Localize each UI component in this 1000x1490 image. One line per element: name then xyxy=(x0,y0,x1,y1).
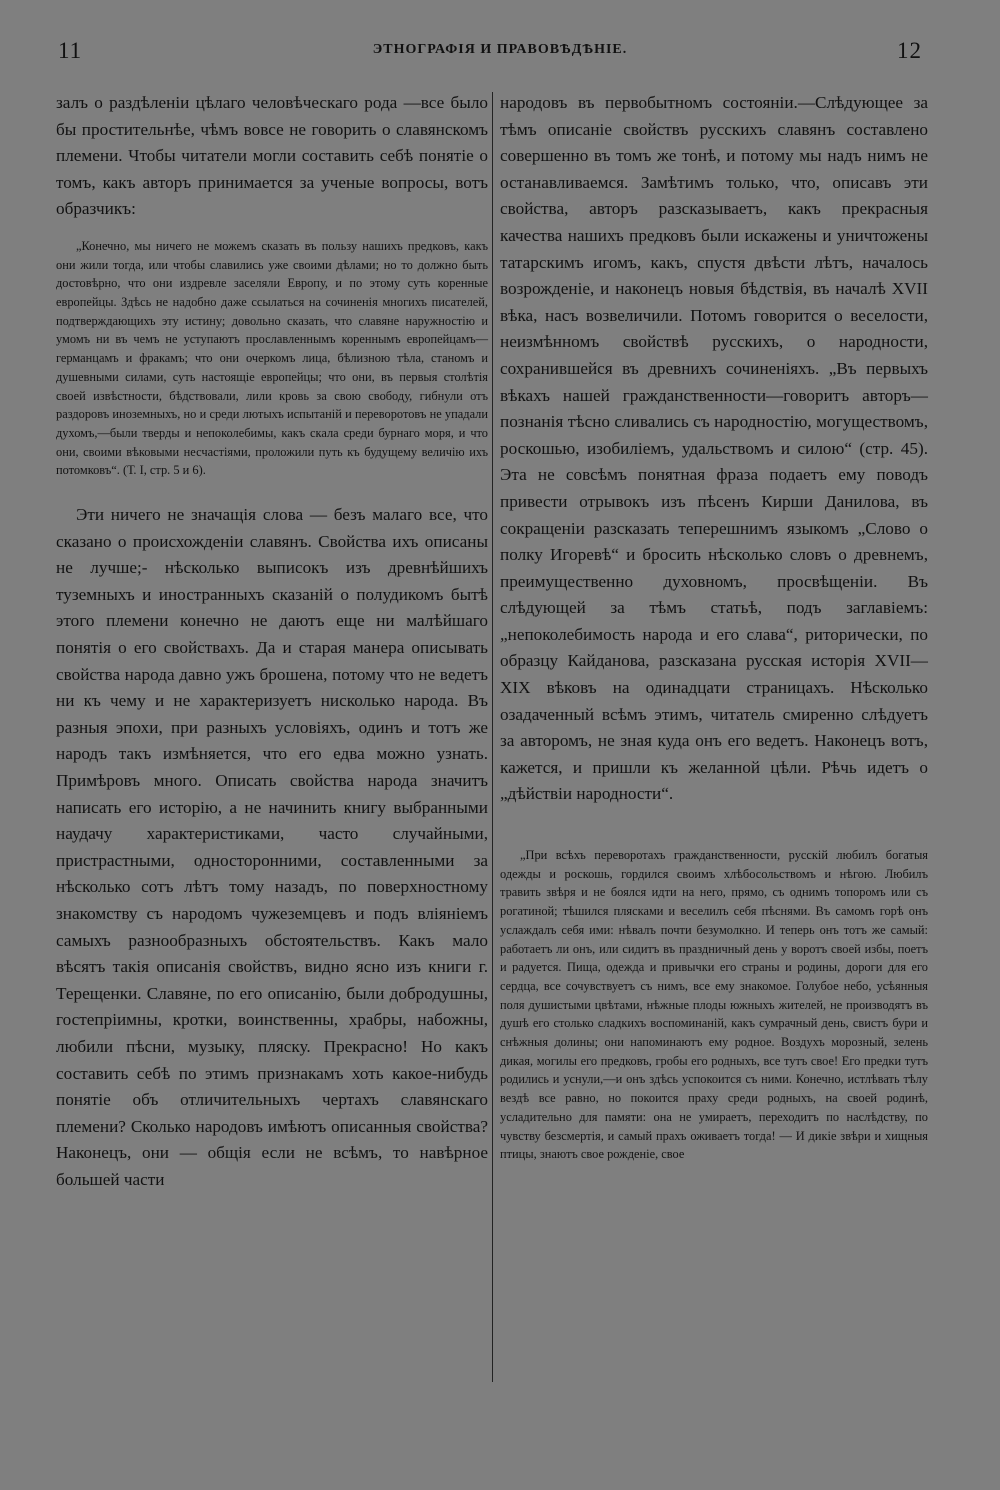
left-paragraph-2: Эти ничего не значащія слова — безъ малаго все, что сказано о происхожденіи славянъ. Свойства ихъ описаны не лучше;- нѣсколько выписокъ изъ древнѣйшихъ туземныхъ и иностранныхъ сказаній о полудикомъ бытѣ этого племени конечно не даютъ еще ни малѣйшаго понятія о его свойствахъ. Да и старая манера описывать свойства народа давно ужъ брошена, потому что не ведетъ ни къ чему и не характеризуетъ нисколько народа. Въ разныя эпохи, при разныхъ условіяхъ, одинъ и тотъ же народъ такъ измѣняется, что его едва можно узнать. Примѣровъ много. Описать свойства народа значитъ написать его исторію, а не начинить книгу выбранными наудачу характеристиками, часто случайными, пристрастными, односторонними, составленными за нѣсколько сотъ лѣтъ тому назадъ, по поверхностному знакомству съ народомъ чужеземцевъ и подъ вліяніемъ самыхъ разнообразныхъ обстоятельствъ. Какъ мало вѣсятъ такія описанія свойствъ, видно ясно изъ книги г. Терещенки. Славяне, по его описанію, были добродушны, гостепріимны, кротки, воинственны, храбры, набожны, любили пѣсни, музыку, пляску. Прекрасно! Но какъ составить себѣ по этимъ признакамъ хоть какое-нибудь понятіе объ отличительныхъ чертахъ славянскаго племени? Сколько народовъ имѣютъ описанныя свойства? Наконецъ, они — общія если не всѣмъ, то навѣрное большей части xyxy=(56,505,488,1189)
left-paragraph-1: залъ о раздѣленіи цѣлаго человѣческаго рода —все было бы простительнѣе, чѣмъ вовсе не говорить о славянскомъ племени. Чтобы читатели могли составить себѣ понятіе о томъ, какъ авторъ принимается за ученые вопросы, вотъ образчикъ: xyxy=(56,93,488,219)
page-header xyxy=(0,38,1000,68)
right-column xyxy=(500,90,928,1164)
right-quotation: „При всѣхъ переворотахъ гражданственности, русскій любилъ богатыя одежды и роскошь, гордился своимъ хлѣбосольствомъ и нѣгою. Любилъ травить звѣря и не боялся идти на него, прямо, съ однимъ топоромъ или съ рогатиной; тѣшился плясками и веселилъ себя пѣснями. Въ самомъ горѣ онъ услаждалъ себя ими: нѣвалъ почти безумолкно. И теперь онъ тотъ же самый: работаетъ ли онъ, или сидитъ въ праздничный день у воротъ своей избы, поетъ и радуется. Пища, одежда и привычки его страны и родины, дороги для его сердца, все сочувствуетъ съ нимъ, все ему знакомое. Голубое небо, усѣянныя поля душистыми цвѣтами, нѣжные плоды южныхъ жителей, не производятъ въ душѣ его столько сладкихъ воспоминаній, какъ сумрачный день, свистъ бури и снѣжныя долины; они напоминаютъ ему родное. Воздухъ морозный, зелень дикая, могилы его предковъ, гробы его родныхъ, все тутъ свое! Его предки тутъ родились и уснули,—и онъ здѣсь успокоится съ ними. Конечно, истлѣвать тѣлу вездѣ все равно, но покоится праху среди родныхъ, на своей родинѣ, усладительно для памяти: она не умираетъ, переходитъ по наслѣдству, по чувству безсмертія, и самый прахъ оживаетъ тогда! — И дикіе звѣри и хищныя птицы, знаютъ свое рожденіе, свое xyxy=(500,848,928,1162)
page-number-left: 11 xyxy=(58,38,83,63)
page-number-right: 12 xyxy=(897,38,922,63)
column-divider xyxy=(492,92,493,1382)
right-paragraph-1: народовъ въ первобытномъ состояніи.—Слѣдующее за тѣмъ описаніе свойствъ русскихъ славянъ составлено совершенно въ томъ же тонѣ, и потому мы надъ нимъ не останавливаемся. Замѣтимъ только, что, описавъ эти свойства, авторъ разсказываетъ, какъ прекрасныя качества нашихъ предковъ были искажены и уничтожены татарскимъ игомъ, какъ, спустя двѣсти лѣтъ, началось возрожденіе, и наконецъ новыя бѣдствія, въ началѣ XVII вѣка, насъ возвеличили. Потомъ говорится о веселости, неизмѣнномъ свойствѣ русскихъ, о народности, сохранившейся въ древнихъ сочиненіяхъ. „Въ первыхъ вѣкахъ нашей гражданственности—говоритъ авторъ—познанія тѣсно сливались съ народностію, могуществомъ, роскошью, изобиліемъ, удальствомъ и силою“ (стр. 45). Эта не совсѣмъ понятная фраза подаетъ ему поводъ привести отрывокъ изъ пѣсенъ Кирши Данилова, въ сокращеніи разсказать теперешнимъ языкомъ „Слово о полку Игоревѣ“ и бросить нѣсколько словъ о древнемъ, преимущественно духовномъ, просвѣщеніи. Въ слѣдующей за тѣмъ статьѣ, подъ заглавіемъ: „непоколебимость народа и его слава“, риторически, по образцу Кайданова, разсказана русская исторія XVII—XIX вѣковъ на одинадцати страницахъ. Нѣсколько озадаченный всѣмъ этимъ, читатель смиренно слѣдуетъ за авторомъ, не зная куда онъ его ведетъ. Наконецъ вотъ, кажется, и пришли къ желанной цѣли. Рѣчь идетъ о „дѣйствіи народности“. xyxy=(500,93,928,804)
left-quotation: „Конечно, мы ничего не можемъ сказать въ пользу нашихъ предковъ, какъ они жили тогда, или чтобы славились уже своими дѣлами; но то должно быть достовѣрно, что они издревле заселяли Европу, и по этому суть коренные европейцы. Здѣсь не надобно даже ссылаться на сочиненія многихъ писателей, подтверждающихъ эту истину; довольно сказать, что славяне наружностію и умомъ ни въ чемъ не уступаютъ прославленнымъ кореннымъ европейцамъ—германцамъ и фракамъ; что они очеркомъ лица, бѣлизною тѣла, станомъ и душевными силами, суть настоящіе европейцы; что они, въ первыя столѣтія своей извѣстности, бѣдствовали, лили кровь за свою свободу, гибнули отъ раздоровъ иноземныхъ, но и среди лютыхъ испытаній и переворотовъ не упадали духомъ,—были тверды и непоколебимы, какъ скала среди бурнаго моря, и что они, своими вѣковыми несчастіями, проложили путь къ будущему величію ихъ потомковъ“. (Т. I, стр. 5 и 6). xyxy=(56,238,488,478)
left-column xyxy=(56,90,488,1194)
running-title: ЭТНОГРАФІЯ И ПРАВОВѢДѢНІЕ. xyxy=(372,42,628,57)
